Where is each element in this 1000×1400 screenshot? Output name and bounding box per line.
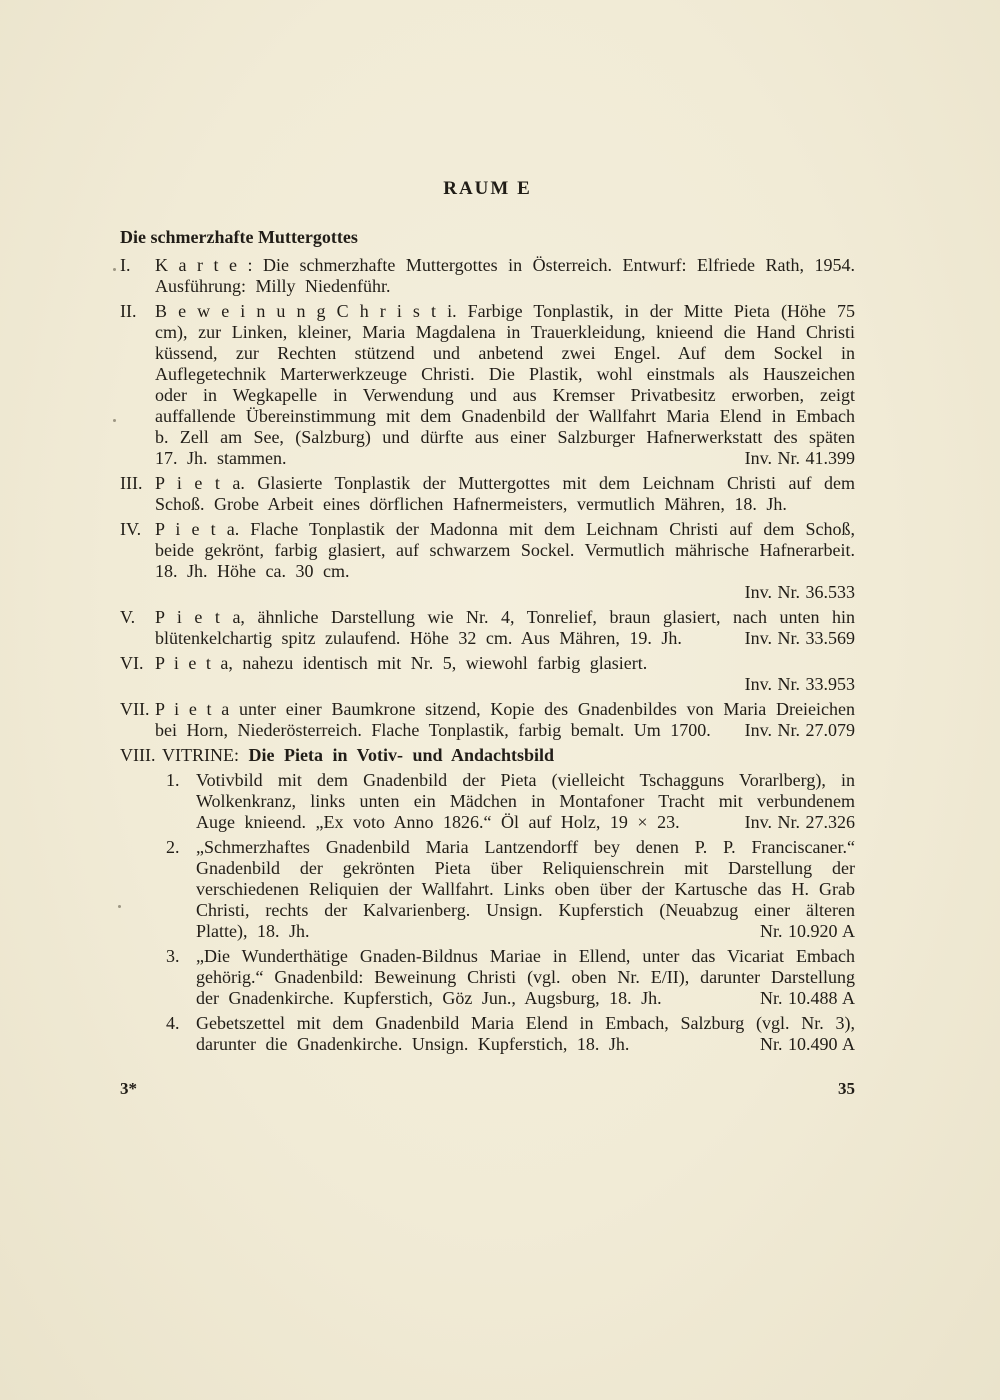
vitrine-item-4 — [166, 1013, 855, 1055]
subentry-number: 2. — [166, 837, 180, 857]
subentry-body — [196, 770, 855, 833]
entry-text-content: B e w e i n u n g C h r i s t i. Farbige Tonplastik, in der Mitte Pieta (Höhe 75 cm), zur Linken, kleiner, Maria Magdalena in Trauerkleidung, knieend die Hand Christi küssend, zur Rechten stützend und anbetend zwei Engel. Auf dem Sockel in Auflegetechnik Marterwerkzeuge Christi. Die Plastik, wohl einstmals als Hauszeichen oder in Wegkapelle in Verwendung und aus Kremser Privatbesitz erworben, zeigt auffallende Übereinstimmung mit dem Gnadenbild der Wallfahrt Maria Elend in Embach b. Zell am See, (Salzburg) und dürfte aus einer Salzburger Hafnerwerkstatt des späten 17. Jh. stammen. — [155, 301, 855, 468]
subentry-text-content: Gebetszettel mit dem Gnadenbild Maria Elend in Embach, Salzburg (vgl. Nr. 3), darunter die Gnadenkirche. Unsign. Kupferstich, 18. Jh. — [196, 1013, 855, 1054]
inventory-number: Inv. Nr. 41.399 — [744, 448, 855, 468]
footer-signature-mark: 3* — [120, 1079, 137, 1098]
entry-text-content: P i e t a, nahezu identisch mit Nr. 5, wiewohl farbig glasiert. — [155, 653, 648, 673]
scan-speck — [113, 419, 116, 422]
entry-number: IV. — [120, 519, 142, 539]
subentry-text-content: „Die Wunderthätige Gnaden-Bildnus Mariae in Ellend, unter das Vicariat Embach gehörig.“ Gnadenbild: Beweinung Christi (vgl. oben Nr. E/II), darunter Darstellung der Gnadenkirche. Kupferstich, Göz Jun., Augsburg, 18. Jh. — [196, 946, 855, 1008]
subentry-number: 1. — [166, 770, 180, 790]
entry-body — [155, 519, 855, 603]
entry-II — [120, 301, 855, 469]
entry-text — [155, 519, 855, 582]
entry-VI — [120, 653, 855, 695]
entry-IV — [120, 519, 855, 603]
entry-number: III. — [120, 473, 143, 493]
entry-text-content: P i e t a. Flache Tonplastik der Madonna mit dem Leichnam Christi auf dem Schoß, beide gekrönt, farbig glasiert, auf schwarzem Sockel. Vermutlich mährische Hafnerarbeit. 18. Jh. Höhe ca. 30 cm. — [155, 519, 855, 581]
entry-text-content: K a r t e : Die schmerzhafte Muttergottes in Österreich. Entwurf: Elfriede Rath, 1954. Ausführung: Milly Niedenführ. — [155, 255, 855, 296]
entry-text — [155, 607, 855, 649]
subentry-number: 4. — [166, 1013, 180, 1033]
page-footer — [120, 1079, 855, 1099]
vitrine-subentries — [166, 770, 855, 1055]
scan-speck — [113, 268, 116, 271]
entry-text — [155, 473, 855, 515]
entry-body — [162, 745, 855, 766]
entry-body — [155, 607, 855, 649]
inventory-number: Nr. 10.490 A — [759, 1034, 855, 1054]
entry-text — [155, 255, 855, 297]
entry-body — [155, 473, 855, 515]
vitrine-heading — [162, 745, 855, 766]
entry-text-content: P i e t a, ähnliche Darstellung wie Nr. 4, Tonrelief, braun glasiert, nach unten hin blütenkelchartig spitz zulaufend. Höhe 32 cm. Aus Mähren, 19. Jh. — [155, 607, 855, 648]
entry-VIII-vitrine-heading — [120, 745, 855, 766]
subentry-text — [196, 837, 855, 942]
entry-body — [155, 653, 855, 695]
inventory-number: Inv. Nr. 27.326 — [744, 812, 855, 832]
subentry-body — [196, 837, 855, 942]
entry-text-content: P i e t a. Glasierte Tonplastik der Muttergottes mit dem Leichnam Christi auf dem Schoß. Grobe Arbeit eines dörflichen Hafnermeisters, vermutlich Mähren, 18. Jh. — [155, 473, 855, 514]
page-content — [120, 178, 855, 1099]
subentry-text — [196, 1013, 855, 1055]
entry-text — [155, 699, 855, 741]
subentry-text-content: „Schmerzhaftes Gnadenbild Maria Lantzendorff bey denen P. P. Franciscaner.“ Gnadenbild der gekrönten Pieta über Reliquienschrein mit Darstellung der verschiedenen Reliquien der Wallfahrt. Links oben über der Kartusche das H. Grab Christi, rechts der Kalvarienberg. Unsign. Kupferstich (Neuabzug einer älteren Platte), 18. Jh. — [196, 837, 855, 941]
entry-text — [155, 301, 855, 469]
vitrine-item-3 — [166, 946, 855, 1009]
footer-page-number: 35 — [838, 1079, 855, 1098]
entry-number: VI. — [120, 653, 144, 673]
vitrine-item-1 — [166, 770, 855, 833]
subentry-text-content: Votivbild mit dem Gnadenbild der Pieta (vielleicht Tschagguns Vorarlberg), in Wolkenkranz, links unten ein Mädchen in Montafoner Tracht mit verbundenem Auge knieend. „Ex voto Anno 1826.“ Öl auf Holz, 19 × 23. — [196, 770, 855, 832]
section-heading: Die schmerzhafte Muttergottes — [120, 227, 358, 247]
inventory-number: Nr. 10.920 A — [759, 921, 855, 941]
entry-number: I. — [120, 255, 131, 275]
entry-text-content: P i e t a unter einer Baumkrone sitzend, Kopie des Gnadenbildes von Maria Dreieichen bei Horn, Niederösterreich. Flache Tonplastik, farbig bemalt. Um 1700. — [155, 699, 855, 740]
entry-number: VIII. — [120, 745, 156, 765]
subentry-body — [196, 1013, 855, 1055]
inventory-number: Inv. Nr. 33.953 — [744, 674, 855, 694]
entry-VII — [120, 699, 855, 741]
entry-text — [155, 653, 855, 674]
inventory-number: Nr. 10.488 A — [759, 988, 855, 1008]
vitrine-title: Die Pieta in Votiv- und Andachtsbild — [248, 745, 555, 765]
vitrine-item-2 — [166, 837, 855, 942]
entry-III — [120, 473, 855, 515]
subentry-text — [196, 770, 855, 833]
entry-I — [120, 255, 855, 297]
entry-V — [120, 607, 855, 649]
inventory-number: Inv. Nr. 27.079 — [744, 720, 855, 740]
entry-number: II. — [120, 301, 137, 321]
entry-body — [155, 699, 855, 741]
subentry-text — [196, 946, 855, 1009]
entry-number: VII. — [120, 699, 150, 719]
vitrine-label: VITRINE: — [162, 745, 239, 765]
entry-body — [155, 301, 855, 469]
inventory-number: Inv. Nr. 36.533 — [744, 582, 855, 602]
entry-number: V. — [120, 607, 136, 627]
subentry-number: 3. — [166, 946, 180, 966]
page-title: RAUM E — [443, 178, 532, 199]
inventory-number: Inv. Nr. 33.569 — [744, 628, 855, 648]
subentry-body — [196, 946, 855, 1009]
entry-body — [155, 255, 855, 297]
